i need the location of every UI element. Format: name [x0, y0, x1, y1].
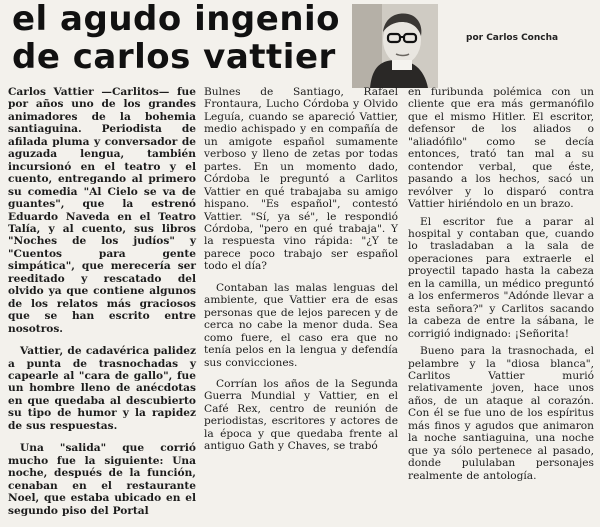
- paragraph: Bueno para la trasnochada, el pelambre y la "diosa blanca", Carlitos Vattier murió relativamente joven, hace unos años, de un ataque al corazón. Con él se fue uno de los espíritus más finos y agudos que animaron la noche santiaguina, una noche que ya sólo pertenece al pasado, donde pululaban personajes realmente de antología.: [408, 345, 594, 482]
- author-portrait: [352, 4, 438, 88]
- byline: por Carlos Concha: [466, 33, 559, 43]
- headline-line-1: el agudo ingenio: [12, 0, 341, 39]
- portrait-icon: [352, 4, 438, 88]
- paragraph: Vattier, de cadavérica palidez a punta de trasnochadas y capearle al "cara de gallo", fue un hombre lleno de anécdotas en que quedaba al descubierto su tipo de humor y la rapidez de sus respuestas.: [8, 345, 196, 432]
- article-column-1: [8, 86, 196, 527]
- paragraph: Contaban las malas lenguas del ambiente, que Vattier era de esas personas que de lejos parecen y de cerca no cabe la menor duda. Sea como fuere, el caso era que no tenía pelos en la lengua y defendía sus convicciones.: [204, 281, 398, 369]
- article-column-3: [408, 86, 594, 487]
- paragraph: Corrían los años de la Segunda Guerra Mundial y Vattier, en el Café Rex, centro de reunión de periodistas, escritores y actores de la época y que quedaba frente al antiguo Gath y Chaves, se trabó: [204, 377, 398, 453]
- article-column-2: [204, 86, 398, 462]
- paragraph: Bulnes de Santiago, Rafael Frontaura, Lucho Córdoba y Olvido Leguía, cuando se apareció Vattier, medio achispado y en compañía de un amigote español sumamente verboso y lleno de zetas por todas partes. En un momento dado, Córdoba le preguntó a Carlitos Vattier en qué trabajaba su amigo hispano. "Es español", contestó Vattier. "Sí, ya sé", le respondió Córdoba, "pero en qué trabaja". Y la respuesta vino rápida: "¿Y te parece poco trabajo ser español todo el día?: [204, 86, 398, 273]
- headline-line-2: de carlos vattier: [12, 37, 336, 77]
- paragraph: El escritor fue a parar al hospital y contaban que, cuando lo trasladaban a la sala de operaciones para extraerle el proyectil tapado hasta la cabeza en la camilla, un médico preguntó a los enfermeros "Adónde llevar a esta señora?" y Carlitos sacando la cabeza de entre la sábana, le corrigió indignado: ¡Señorita!: [408, 215, 594, 340]
- paragraph: Carlos Vattier —Carlitos— fue por años uno de los grandes animadores de la bohemia santiaguina. Periodista de afilada pluma y conversador de aguzada lengua, también incursionó en el teatro y el cuento, entregando al primero su comedia "Al Cielo se va de guantes", que la estrenó Eduardo Naveda en el Teatro Talía, y al cuento, sus libros "Noches de los judíos" y "Cuentos para gente simpática", que merecería ser reeditado y rescatado del olvido ya que contiene algunos de los relatos más graciosos que se han escrito entre nosotros.: [8, 86, 196, 335]
- paragraph: Una "salida" que corrió mucho fue la siguiente: Una noche, después de la función, cenaban en el restaurante Noel, que estaba ubicado en el segundo piso del Portal: [8, 442, 196, 517]
- paragraph: en furibunda polémica con un cliente que era más germanófilo que el mismo Hitler. El escritor, defensor de los aliados o "aliadófilo" como se decía entonces, trató tan mal a su contendor verbal, que éste, pasando a los hechos, sacó un revólver y lo disparó contra Vattier hiriéndolo en un brazo.: [408, 86, 594, 211]
- headline: [12, 0, 342, 76]
